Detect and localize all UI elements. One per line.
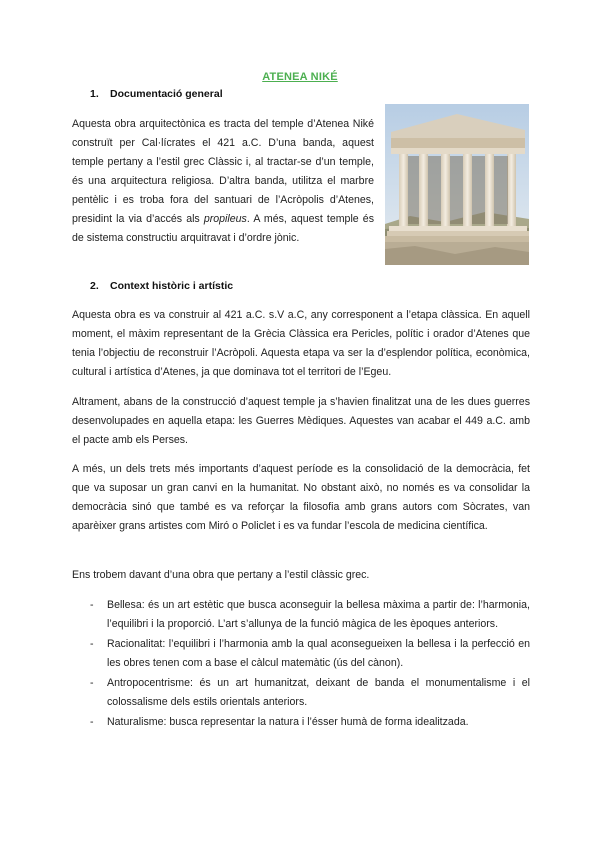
list-item-text: Bellesa: és un art estètic que busca aconseguir la bellesa màxima a partir de: l’harmonia, l’equilibri i la proporció. L’art s’allunya de la funció màgica de les èpoques anteriors.: [107, 599, 530, 630]
paragraph-style-intro: Ens trobem davant d’una obra que pertany a l’estil clàssic grec.: [72, 569, 370, 581]
temple-photo: [385, 104, 529, 265]
section-heading-2: [90, 280, 233, 292]
paragraph-context-1: Aquesta obra es va construir al 421 a.C. s.V a.C, any corresponent a l’etapa clàssica. En aquell moment, el màxim representant de la Grècia Clàssica era Pericles, polític i orador d’Atenes que tenia l’objectiu de reconstruir l’Acròpoli. Aquesta etapa va ser la d’esplendor política, econòmica, cultural i artística d’Atenes, ja que dominava tot el territori de l’Egeu.: [72, 309, 530, 378]
section-heading-text: Context històric i artístic: [110, 280, 234, 292]
text-run: . A més, aquest temple és de sistema constructiu arquitravat i d’ordre jònic.: [72, 213, 374, 244]
section-heading-text: Documentació general: [110, 88, 223, 100]
paragraph-context-3: A més, un dels trets més importants d’aquest període es la consolidació de la democràcia, fet que va suposar un gran canvi en la humanitat. No obstant això, no només es va consolidar la democràcia sinó que també es va reforçar la filosofia amb grans autors com Sòcrates, van aparèixer grans artistes com Miró o Policlet i es va fundar l’escola de medicina científica.: [72, 463, 530, 532]
section-number: 1.: [90, 88, 99, 100]
list-item: [90, 635, 530, 673]
paragraph-documentation: [72, 115, 374, 248]
list-item: [90, 596, 530, 634]
list-item-text: Antropocentrisme: és un art humanitzat, deixant de banda el monumentalisme i el colossalisme dels estils orientals anteriors.: [107, 677, 530, 708]
list-item: [90, 713, 530, 732]
bullet-dash: -: [90, 638, 94, 650]
style-characteristics-list: [90, 596, 530, 733]
section-number: 2.: [90, 280, 99, 292]
italic-term: propileus: [203, 213, 247, 225]
list-item-text: Naturalisme: busca representar la natura i l’ésser humà de forma idealitzada.: [107, 716, 469, 728]
document-title: ATENEA NIKÉ: [262, 71, 338, 83]
paragraph-context-2: Altrament, abans de la construcció d’aquest temple ja s’havien finalitzat una de les dues guerres desenvolupades en aquella etapa: les Guerres Mèdiques. Aquestes van acabar el 449 a.C. amb el pacte amb els Perses.: [72, 396, 530, 446]
list-item: [90, 674, 530, 712]
text-run: Aquesta obra arquitectònica es tracta del temple d’Atenea Niké construït per Cal·lícrates el 421 a.C. D’una banda, aquest temple pertany a l’estil grec Clàssic i, al tractar-se d’un temple, és una arquitectura religiosa. D’altra banda, utilitza el marbre pentèlic i es troba fora del santuari de l’Acròpolis d’Atenes, presidint la via d’accés als: [72, 118, 374, 225]
bullet-dash: -: [90, 716, 94, 728]
bullet-dash: -: [90, 599, 94, 611]
bullet-dash: -: [90, 677, 94, 689]
temple-illustration: [385, 104, 529, 265]
list-item-text: Racionalitat: l’equilibri i l’harmonia amb la qual aconsegueixen la bellesa i la perfecció en les obres tenen com a base el càlcul matemàtic (ús del cànon).: [107, 638, 530, 669]
section-heading-1: [90, 88, 223, 100]
